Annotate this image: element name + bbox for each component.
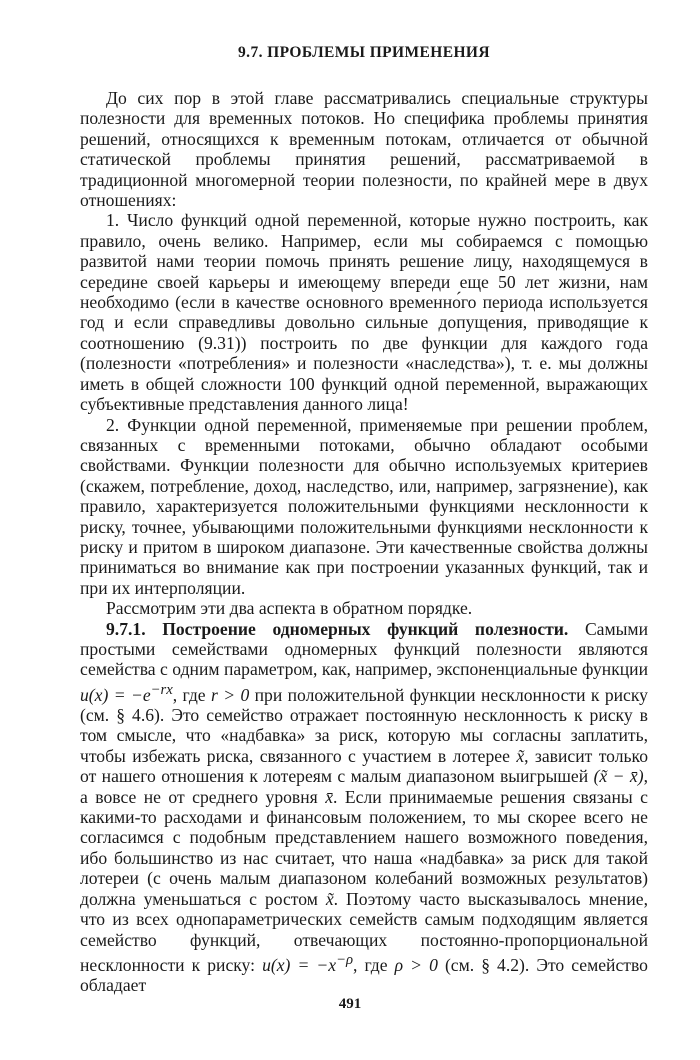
- consider-paragraph: Рассмотрим эти два аспекта в обратном порядке.: [106, 598, 473, 619]
- subsection-paragraph: [80, 619, 648, 996]
- formula-condition-r: r > 0: [210, 684, 250, 705]
- lottery-symbol: x̃: [516, 745, 525, 766]
- mean-symbol: x̄: [325, 786, 334, 807]
- text-run: , где: [353, 954, 388, 975]
- text-run: Самыми простыми семействами одномерных функций полезности являются семейства с одним параметром, как, например, экспоненциальные функции: [80, 618, 648, 680]
- text-run: при положительной функции несклонности к риску (см. § 4.6). Это семейство отражает постоянную несклонность к риску в том смысле, что «надбавка» за риск, которую мы согласны заплатить, чтобы избежать риска, связанного с участием в лотерее: [80, 684, 648, 766]
- point-1-paragraph: 1. Число функций одной переменной, которые нужно построить, как правило, очень велико. Например, если мы собираемся с помощью развитой нами теории помочь принять решение лицу, находящемуся в середине своей карьеры и имеющему впереди еще 50 лет жизни, нам необходимо (если в качестве основного временно́го периода используется год и если справедливы довольно сильные допущения, приводящие к соотношению (9.31)) построить по две функции для каждого года (полезности «потребления» и полезности «наследства»), т. е. мы должны иметь в общей сложности 100 функций одной переменной, выражающих субъективные представления данного лица!: [80, 210, 648, 415]
- section-heading: 9.7. ПРОБЛЕМЫ ПРИМЕНЕНИЯ: [238, 44, 490, 61]
- formula-exponent: −ρ: [336, 951, 354, 968]
- text-run: , зависит только от нашего отношения к лотереям с малым диапазоном выигрышей: [80, 745, 648, 787]
- formula-base: u(x) = −e: [80, 684, 151, 705]
- text-run: (см. § 4.2). Это семейство обладает: [80, 954, 648, 996]
- subsection-title: 9.7.1. Построение одномерных функций полезности.: [106, 618, 569, 639]
- text-run: . Поэтому часто высказывалось мнение, что из всех однопараметрических семейств самым подходящим является семейство функций, отвечающих постоянно-пропорциональной несклонности к риску:: [80, 888, 648, 975]
- page-number: 491: [338, 996, 362, 1012]
- text-run: , где: [172, 684, 206, 705]
- text-run: , а вовсе не от среднего уровня: [80, 766, 648, 807]
- formula-base: u(x) = −x: [262, 954, 337, 975]
- formula-condition-rho: ρ > 0: [394, 954, 438, 975]
- formula-exponent: −rx: [150, 681, 173, 698]
- text-run: . Если принимаемые решения связаны с какими-то расходами и финансовым положением, то мы скорее всего не согласимся с подобным представлением нашего возможного поведения, ибо большинство из нас считает, что наша «надбавка» за риск для такой лотереи (с очень малым диапазоном колебаний возможных результатов) должна уменьшаться с ростом: [80, 786, 648, 909]
- lottery-range-symbol: (x̃ − x̄): [593, 766, 644, 787]
- point-2-paragraph: 2. Функции одной переменной, применяемые при решении проблем, связанных с временными потоками, обычно обладают особыми свойствами. Функции полезности для обычно используемых критериев (скажем, потребление, доход, наследство, или, например, загрязнение), как правило, характеризуется положительными функциями несклонности к риску, точнее, убывающими положительными функциями несклонности к риску и притом в широком диапазоне. Эти качественные свойства должны приниматься во внимание как при построении указанных функций, так и при их интерполяции.: [80, 414, 648, 598]
- formula-exponential: [80, 681, 173, 705]
- formula-power: [262, 951, 354, 975]
- intro-paragraph: До сих пор в этой главе рассматривались специальные структуры полезности для временных потоков. Но специфика проблемы принятия решений, относящихся к временным потокам, отличается от обычной статической проблемы принятия решений, рассматриваемой в традиционной многомерной теории полезности, по крайней мере в двух отношениях:: [80, 88, 648, 211]
- lottery-symbol: x̃: [325, 888, 334, 909]
